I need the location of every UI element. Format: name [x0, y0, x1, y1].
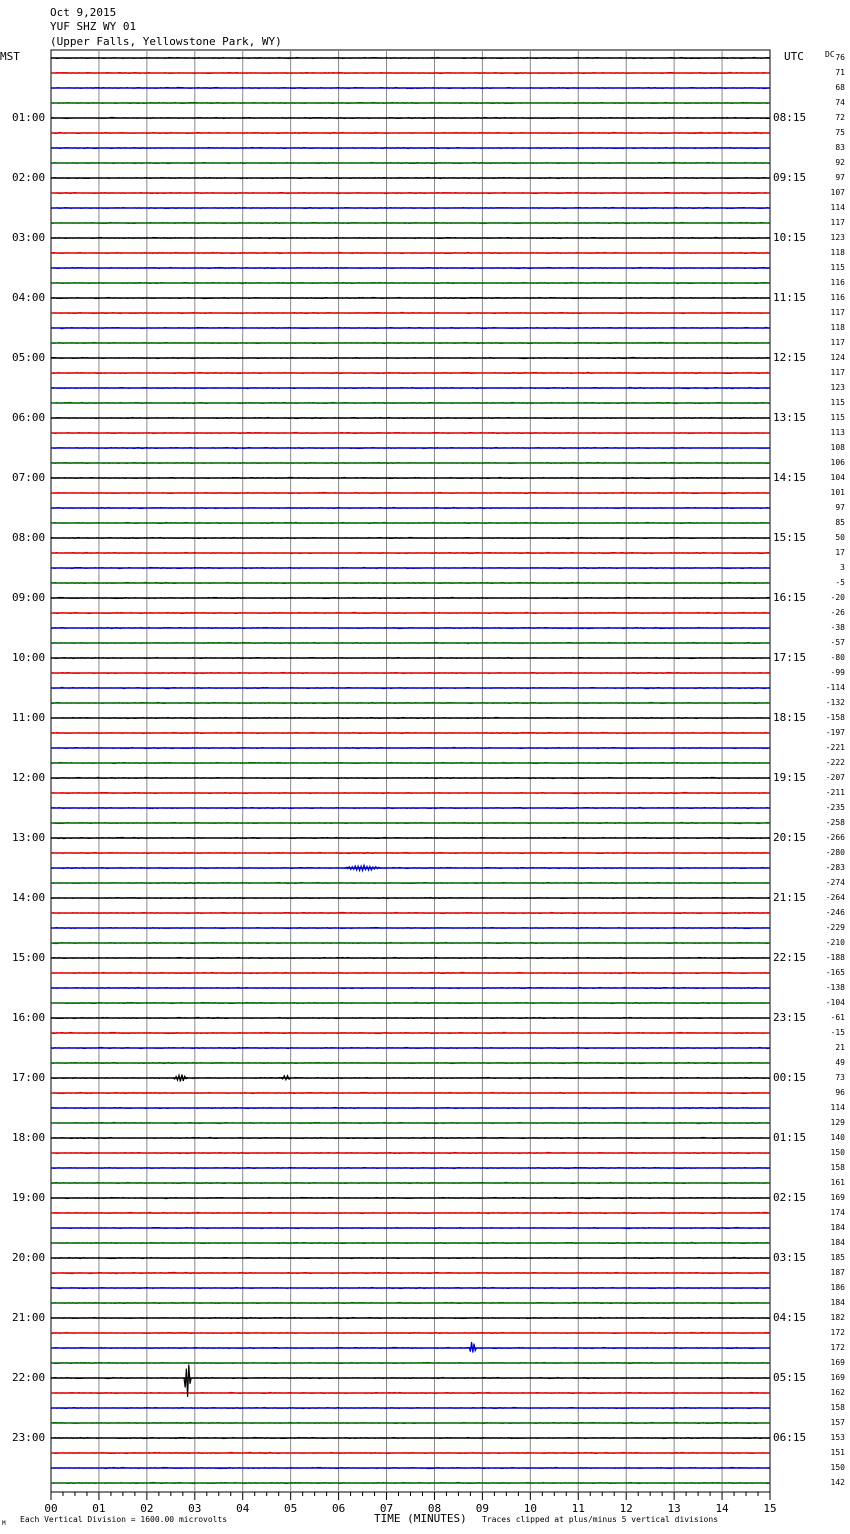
- dc-offset-label: 174: [830, 1208, 845, 1217]
- dc-offset-label: 150: [830, 1148, 845, 1157]
- dc-offset-label: 184: [830, 1298, 845, 1307]
- station-name: YUF SHZ WY 01: [50, 20, 137, 33]
- seismic-event: [184, 1365, 191, 1397]
- right-hour-label: 22:15: [773, 951, 807, 964]
- dc-offset-label: 108: [830, 443, 845, 452]
- dc-offset-label: 83: [835, 143, 845, 152]
- dc-offset-label: 169: [830, 1358, 845, 1367]
- dc-offset-label: -264: [825, 893, 845, 902]
- left-hour-label: 06:00: [12, 411, 46, 424]
- dc-offset-label: -197: [825, 728, 845, 737]
- dc-offset-label: 21: [835, 1043, 845, 1052]
- right-timezone-label: UTC: [784, 50, 804, 63]
- dc-offset-label: 140: [830, 1133, 845, 1142]
- dc-offset-label: -138: [825, 983, 845, 992]
- dc-offset-label: 17: [835, 548, 845, 557]
- dc-offset-label: -258: [825, 818, 845, 827]
- x-tick-label: 15: [763, 1502, 777, 1515]
- dc-offset-label: 118: [830, 248, 845, 257]
- scale-note: Each Vertical Division = 1600.00 microvolts: [20, 1515, 228, 1524]
- left-hour-label: 02:00: [12, 171, 46, 184]
- dc-offset-label: -207: [825, 773, 845, 782]
- dc-offset-header: DC: [825, 50, 835, 59]
- left-hour-label: 16:00: [12, 1011, 46, 1024]
- dc-offset-label: 150: [830, 1463, 845, 1472]
- right-hour-label: 15:15: [773, 531, 807, 544]
- dc-offset-label: -61: [830, 1013, 845, 1022]
- dc-offset-label: -266: [825, 833, 845, 842]
- dc-offset-label: 118: [830, 323, 845, 332]
- x-tick-label: 08: [427, 1502, 442, 1515]
- left-hour-label: 09:00: [12, 591, 46, 604]
- dc-offset-label: 115: [830, 413, 845, 422]
- dc-offset-label: 123: [830, 233, 845, 242]
- dc-offset-label: 142: [830, 1478, 845, 1487]
- x-axis-title: TIME (MINUTES): [374, 1512, 467, 1525]
- dc-offset-label: 68: [835, 83, 845, 92]
- dc-offset-label: 107: [830, 188, 845, 197]
- right-hour-label: 18:15: [773, 711, 807, 724]
- x-tick-label: 09: [475, 1502, 490, 1515]
- left-hour-label: 19:00: [12, 1191, 46, 1204]
- x-tick-label: 06: [331, 1502, 346, 1515]
- right-hour-label: 21:15: [773, 891, 807, 904]
- dc-offset-label: -132: [825, 698, 845, 707]
- dc-offset-label: 184: [830, 1238, 845, 1247]
- left-hour-label: 11:00: [12, 711, 46, 724]
- dc-offset-label: 3: [840, 563, 845, 572]
- left-hour-label: 08:00: [12, 531, 46, 544]
- dc-offset-label: 73: [835, 1073, 845, 1082]
- left-hour-label: 07:00: [12, 471, 46, 484]
- left-hour-label: 01:00: [12, 111, 46, 124]
- dc-offset-label: 129: [830, 1118, 845, 1127]
- dc-offset-label: 162: [830, 1388, 845, 1397]
- dc-offset-label: -229: [825, 923, 845, 932]
- dc-offset-label: 97: [835, 173, 845, 182]
- dc-offset-label: -114: [825, 683, 845, 692]
- dc-offset-label: 104: [830, 473, 845, 482]
- right-hour-label: 16:15: [773, 591, 807, 604]
- dc-offset-label: 50: [835, 533, 845, 542]
- right-hour-label: 12:15: [773, 351, 807, 364]
- dc-offset-label: -99: [830, 668, 845, 677]
- dc-offset-label: 117: [830, 368, 845, 377]
- right-hour-label: 23:15: [773, 1011, 807, 1024]
- dc-offset-label: 186: [830, 1283, 845, 1292]
- dc-offset-label: 75: [835, 128, 845, 137]
- left-hour-label: 03:00: [12, 231, 46, 244]
- right-hour-label: 09:15: [773, 171, 807, 184]
- dc-offset-label: 151: [830, 1448, 845, 1457]
- x-tick-label: 05: [284, 1502, 298, 1515]
- clip-note: Traces clipped at plus/minus 5 vertical divisions: [482, 1515, 719, 1524]
- dc-offset-label: -280: [825, 848, 845, 857]
- right-hour-label: 17:15: [773, 651, 807, 664]
- dc-offset-label: 158: [830, 1163, 845, 1172]
- dc-offset-label: -211: [825, 788, 845, 797]
- left-hour-label: 05:00: [12, 351, 46, 364]
- left-hour-label: 20:00: [12, 1251, 46, 1264]
- dc-offset-label: -26: [830, 608, 845, 617]
- dc-offset-label: -38: [830, 623, 845, 632]
- x-tick-label: 10: [523, 1502, 537, 1515]
- dc-offset-label: 124: [830, 353, 845, 362]
- x-tick-label: 03: [188, 1502, 202, 1515]
- dc-offset-label: 117: [830, 338, 845, 347]
- dc-offset-label: 117: [830, 308, 845, 317]
- right-hour-label: 04:15: [773, 1311, 807, 1324]
- x-tick-label: 07: [379, 1502, 394, 1515]
- dc-offset-label: 169: [830, 1373, 845, 1382]
- dc-offset-label: -80: [830, 653, 845, 662]
- dc-offset-label: 114: [830, 1103, 845, 1112]
- dc-offset-label: 72: [835, 113, 845, 122]
- dc-offset-label: 92: [835, 158, 845, 167]
- dc-offset-label: -165: [825, 968, 845, 977]
- dc-offset-label: -57: [830, 638, 845, 647]
- dc-offset-label: -246: [825, 908, 845, 917]
- dc-offset-label: 153: [830, 1433, 845, 1442]
- right-hour-label: 05:15: [773, 1371, 807, 1384]
- left-hour-label: 21:00: [12, 1311, 46, 1324]
- dc-offset-label: 184: [830, 1223, 845, 1232]
- dc-offset-label: 117: [830, 218, 845, 227]
- dc-offset-label: 71: [835, 68, 845, 77]
- right-hour-label: 06:15: [773, 1431, 807, 1444]
- dc-offset-label: 169: [830, 1193, 845, 1202]
- dc-offset-label: 85: [835, 518, 845, 527]
- dc-offset-label: 115: [830, 263, 845, 272]
- left-hour-label: 17:00: [12, 1071, 46, 1084]
- left-timezone-label: MST: [0, 50, 20, 63]
- right-hour-label: 11:15: [773, 291, 807, 304]
- dc-offset-label: -210: [825, 938, 845, 947]
- right-hour-label: 20:15: [773, 831, 807, 844]
- dc-offset-label: -222: [825, 758, 845, 767]
- right-hour-label: 03:15: [773, 1251, 807, 1264]
- dc-offset-label: 49: [835, 1058, 845, 1067]
- chart-date: Oct 9,2015: [50, 6, 117, 19]
- dc-offset-label: -158: [825, 713, 845, 722]
- station-location: (Upper Falls, Yellowstone Park, WY): [50, 35, 282, 48]
- dc-offset-label: 182: [830, 1313, 845, 1322]
- dc-offset-label: -274: [825, 878, 845, 887]
- dc-offset-label: 172: [830, 1328, 845, 1337]
- dc-offset-label: 101: [830, 488, 845, 497]
- plot-frame: [51, 50, 770, 1492]
- dc-offset-label: -104: [825, 998, 845, 1007]
- dc-offset-label: 76: [835, 53, 845, 62]
- x-tick-label: 11: [571, 1502, 585, 1515]
- dc-offset-label: 161: [830, 1178, 845, 1187]
- dc-offset-label: 157: [830, 1418, 845, 1427]
- x-tick-label: 04: [236, 1502, 250, 1515]
- dc-offset-label: -5: [835, 578, 845, 587]
- dc-offset-label: -221: [825, 743, 845, 752]
- dc-offset-label: -235: [825, 803, 845, 812]
- right-hour-label: 13:15: [773, 411, 807, 424]
- left-hour-label: 23:00: [12, 1431, 46, 1444]
- dc-offset-label: 106: [830, 458, 845, 467]
- right-hour-label: 02:15: [773, 1191, 807, 1204]
- dc-offset-label: -20: [830, 593, 845, 602]
- left-hour-label: 13:00: [12, 831, 46, 844]
- left-hour-label: 22:00: [12, 1371, 46, 1384]
- corner-mark: M: [2, 1520, 6, 1527]
- left-hour-label: 14:00: [12, 891, 46, 904]
- right-hour-label: 14:15: [773, 471, 807, 484]
- left-hour-label: 10:00: [12, 651, 46, 664]
- right-hour-label: 01:15: [773, 1131, 807, 1144]
- dc-offset-label: 97: [835, 503, 845, 512]
- left-hour-label: 12:00: [12, 771, 46, 784]
- dc-offset-label: 185: [830, 1253, 845, 1262]
- x-tick-label: 02: [140, 1502, 154, 1515]
- x-tick-label: 01: [92, 1502, 106, 1515]
- dc-offset-label: 115: [830, 398, 845, 407]
- right-hour-label: 08:15: [773, 111, 807, 124]
- x-tick-label: 13: [667, 1502, 681, 1515]
- dc-offset-label: -15: [830, 1028, 845, 1037]
- grid-lines: [51, 50, 770, 1492]
- dc-offset-label: 116: [830, 278, 845, 287]
- left-hour-label: 18:00: [12, 1131, 46, 1144]
- dc-offset-label: 74: [835, 98, 845, 107]
- left-hour-label: 15:00: [12, 951, 46, 964]
- trace-lines: [51, 57, 770, 1484]
- right-hour-label: 10:15: [773, 231, 807, 244]
- dc-offset-label: -283: [825, 863, 845, 872]
- dc-offset-label: 114: [830, 203, 845, 212]
- dc-offset-label: 172: [830, 1343, 845, 1352]
- dc-offset-label: 123: [830, 383, 845, 392]
- right-hour-label: 19:15: [773, 771, 807, 784]
- dc-offset-label: 116: [830, 293, 845, 302]
- dc-offset-label: 96: [835, 1088, 845, 1097]
- left-hour-label: 04:00: [12, 291, 46, 304]
- dc-offset-label: 113: [830, 428, 845, 437]
- dc-offset-label: -188: [825, 953, 845, 962]
- x-tick-label: 14: [715, 1502, 729, 1515]
- dc-offset-label: 158: [830, 1403, 845, 1412]
- x-tick-label: 12: [619, 1502, 633, 1515]
- dc-offset-label: 187: [830, 1268, 845, 1277]
- x-tick-label: 00: [44, 1502, 58, 1515]
- right-hour-label: 00:15: [773, 1071, 807, 1084]
